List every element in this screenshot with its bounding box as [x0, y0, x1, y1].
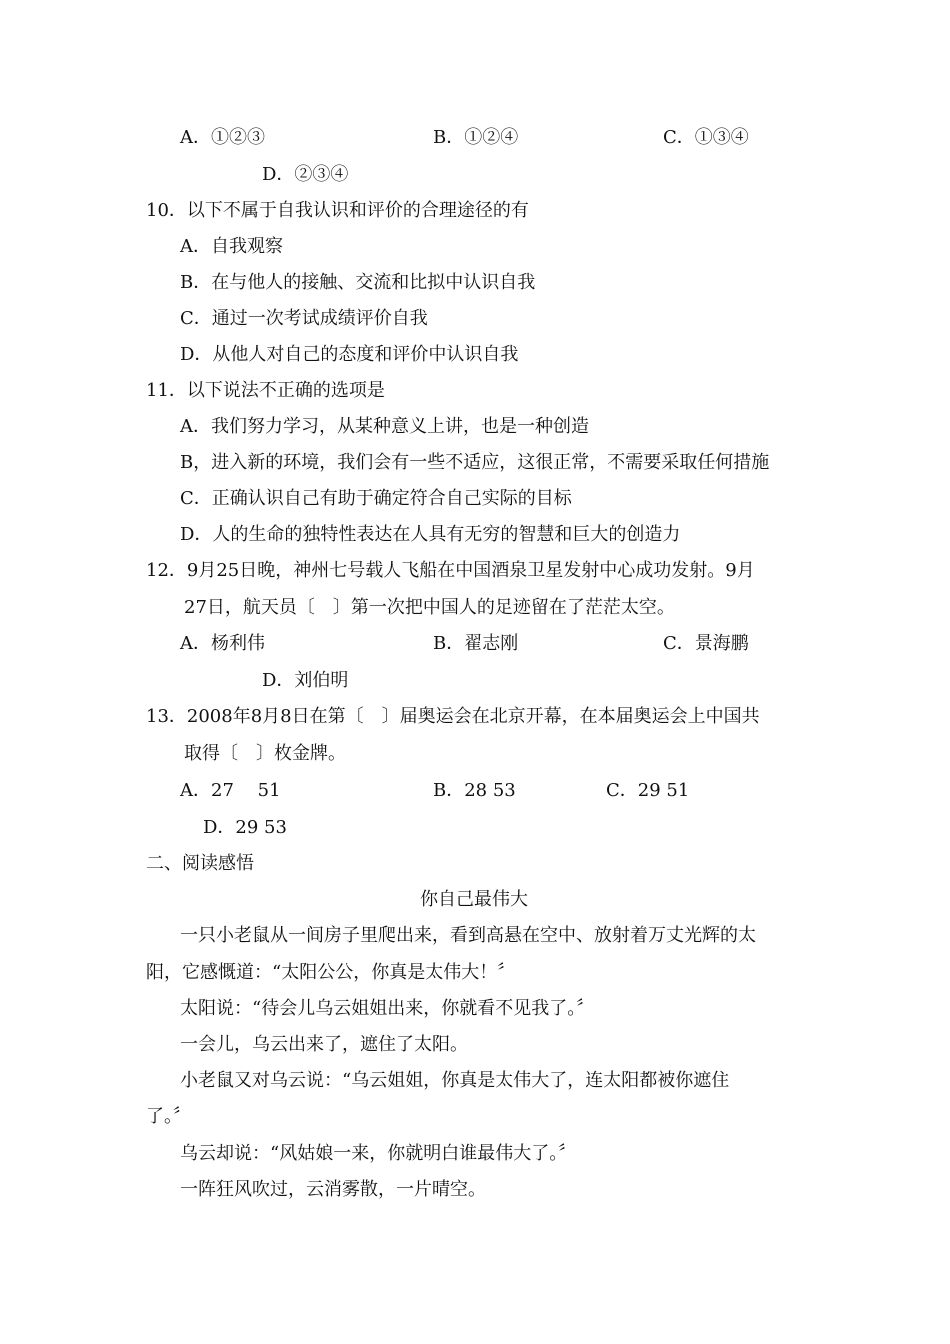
- q13-stem-line2: 取得〔 〕枚金牌。: [184, 743, 346, 764]
- story-line: 一阵狂风吹过，云消雾散，一片晴空。: [180, 1179, 486, 1200]
- q9-option-b: B．①②④: [433, 127, 519, 148]
- q13-option-a: A．27 51: [180, 780, 281, 801]
- q12-stem-line1: 12．9月25日晚，神州七号载人飞船在中国酒泉卫星发射中心成功发射。9月: [146, 560, 755, 581]
- q12-stem-line2: 27日，航天员〔 〕第一次把中国人的足迹留在了茫茫太空。: [184, 597, 675, 618]
- q12-option-b: B．翟志刚: [433, 633, 519, 654]
- q11-option-c: C．正确认识自己有助于确定符合自己实际的目标: [180, 488, 572, 509]
- section-heading: 二、阅读感悟: [146, 853, 254, 874]
- q13-option-b: B．28 53: [433, 780, 516, 801]
- q10-option-d: D．从他人对自己的态度和评价中认识自我: [180, 344, 519, 365]
- q11-option-a: A．我们努力学习，从某种意义上讲，也是一种创造: [180, 416, 589, 437]
- q12-option-a: A．杨利伟: [180, 633, 265, 654]
- q9-option-c: C．①③④: [663, 127, 749, 148]
- q10-option-b: B．在与他人的接触、交流和比拟中认识自我: [180, 272, 536, 293]
- q12-option-d: D．刘伯明: [262, 670, 349, 691]
- q12-option-c: C．景海鹏: [663, 633, 749, 654]
- story-line: 一只小老鼠从一间房子里爬出来，看到高悬在空中、放射着万丈光辉的太: [180, 925, 756, 946]
- q10-stem: 10．以下不属于自我认识和评价的合理途径的有: [146, 200, 529, 221]
- story-line: 乌云却说：“风姑娘一来，你就明白谁最伟大了。〞: [180, 1143, 577, 1164]
- q9-option-a: A．①②③: [180, 127, 265, 148]
- q11-stem: 11．以下说法不正确的选项是: [146, 380, 385, 401]
- story-line: 小老鼠又对乌云说：“乌云姐姐，你真是太伟大了，连太阳都被你遮住: [180, 1070, 730, 1091]
- q13-option-d: D．29 53: [203, 817, 287, 838]
- q11-option-d: D．人的生命的独特性表达在人具有无穷的智慧和巨大的创造力: [180, 524, 681, 545]
- q13-stem-line1: 13．2008年8月8日在第〔 〕届奥运会在北京开幕，在本届奥运会上中国共: [146, 706, 760, 727]
- story-line: 一会儿，乌云出来了，遮住了太阳。: [180, 1034, 468, 1055]
- q10-option-c: C．通过一次考试成绩评价自我: [180, 308, 428, 329]
- q9-option-d: D．②③④: [262, 164, 349, 185]
- story-line: 阳，它感慨道：“太阳公公，你真是太伟大！〞: [146, 962, 516, 983]
- story-line: 了。〞: [146, 1106, 191, 1127]
- q13-option-c: C．29 51: [606, 780, 690, 801]
- story-title: 你自己最伟大: [420, 889, 528, 910]
- story-line: 太阳说：“待会儿乌云姐姐出来，你就看不见我了。〞: [180, 998, 595, 1019]
- q10-option-a: A．自我观察: [180, 236, 283, 257]
- q11-option-b: B，进入新的环境，我们会有一些不适应，这很正常，不需要采取任何措施: [180, 452, 770, 473]
